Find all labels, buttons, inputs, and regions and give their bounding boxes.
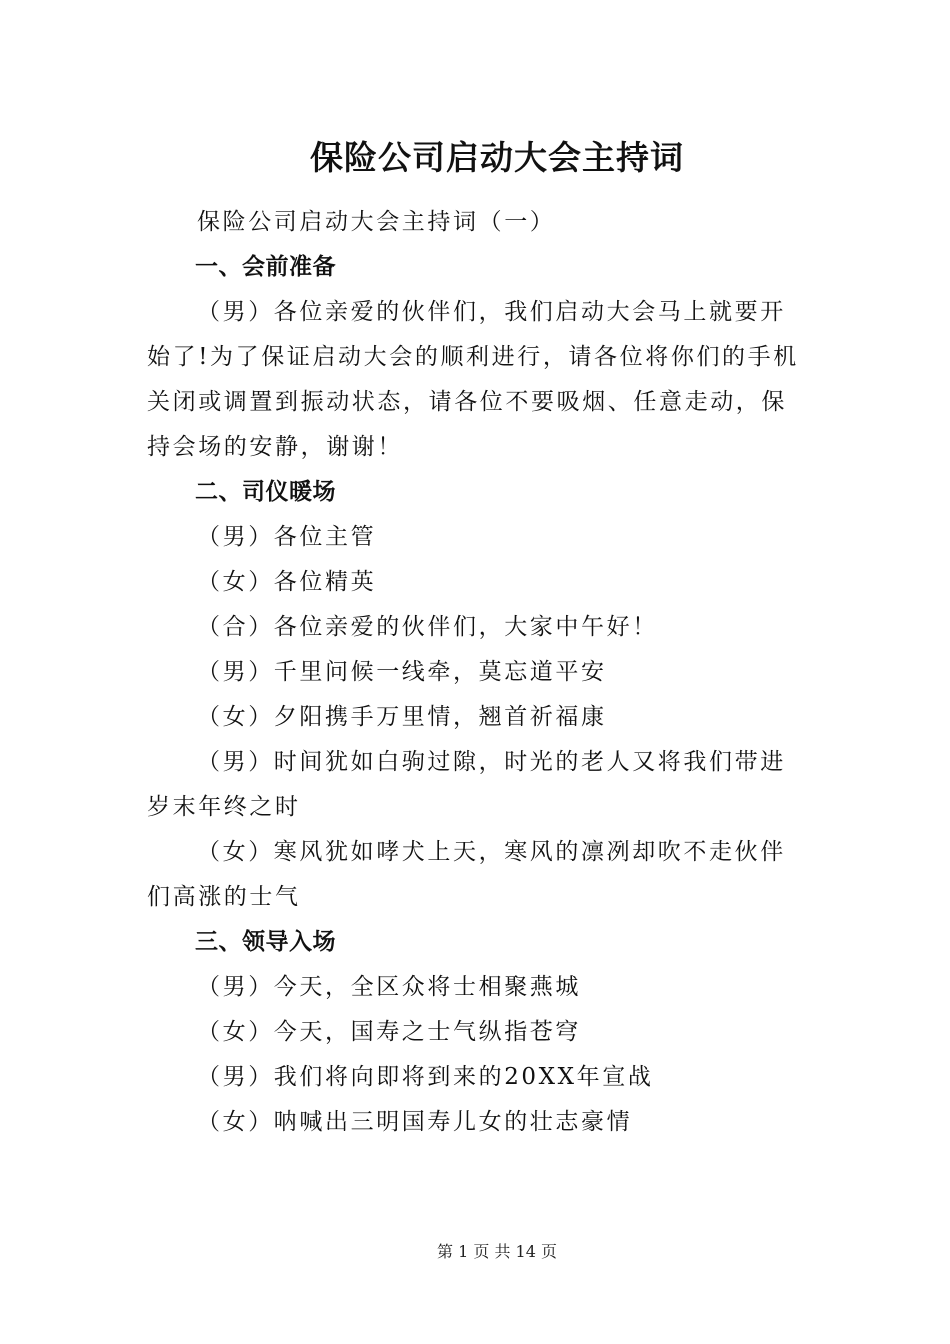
section-heading-preparation: 一、会前准备 <box>195 254 336 280</box>
paragraph-opening-notice: （男）各位亲爱的伙伴们，我们启动大会马上就要开始了!为了保证启动大会的顺利进行，请各位将你们的手机关闭或调置到振动状态，请各位不要吸烟、任意走动，保持会场的安静，谢谢！ <box>147 299 799 460</box>
paragraph-line: （男）千里问候一线牵，莫忘道平安 <box>197 659 607 685</box>
paragraph-line: （女）呐喊出三明国寿儿女的壮志豪情 <box>197 1109 633 1135</box>
section-heading-warmup: 二、司仪暖场 <box>195 479 336 505</box>
paragraph-line: （女）夕阳携手万里情，翘首祈福康 <box>197 704 607 730</box>
paragraph-line: （女）各位精英 <box>197 569 377 595</box>
page-footer: 第 1 页 共 14 页 <box>437 1242 557 1261</box>
paragraph-line: （男）时间犹如白驹过隙，时光的老人又将我们带进岁末年终之时 <box>147 749 786 820</box>
document-title: 保险公司启动大会主持词 <box>310 138 684 177</box>
subtitle-paragraph: 保险公司启动大会主持词（一） <box>197 209 556 235</box>
paragraph-line: （男）各位主管 <box>197 524 377 550</box>
paragraph-line: （男）今天，全区众将士相聚燕城 <box>197 974 581 1000</box>
document-body <box>147 200 807 1145</box>
section-heading-leaders-entrance: 三、领导入场 <box>195 929 336 955</box>
paragraph-line: （女）寒风犹如哮犬上天，寒风的凛冽却吹不走伙伴们高涨的士气 <box>147 839 786 910</box>
paragraph-line: （男）我们将向即将到来的20XX年宣战 <box>197 1064 654 1090</box>
paragraph-line: （合）各位亲爱的伙伴们，大家中午好！ <box>197 614 658 640</box>
paragraph-line: （女）今天，国寿之士气纵指苍穹 <box>197 1019 581 1045</box>
